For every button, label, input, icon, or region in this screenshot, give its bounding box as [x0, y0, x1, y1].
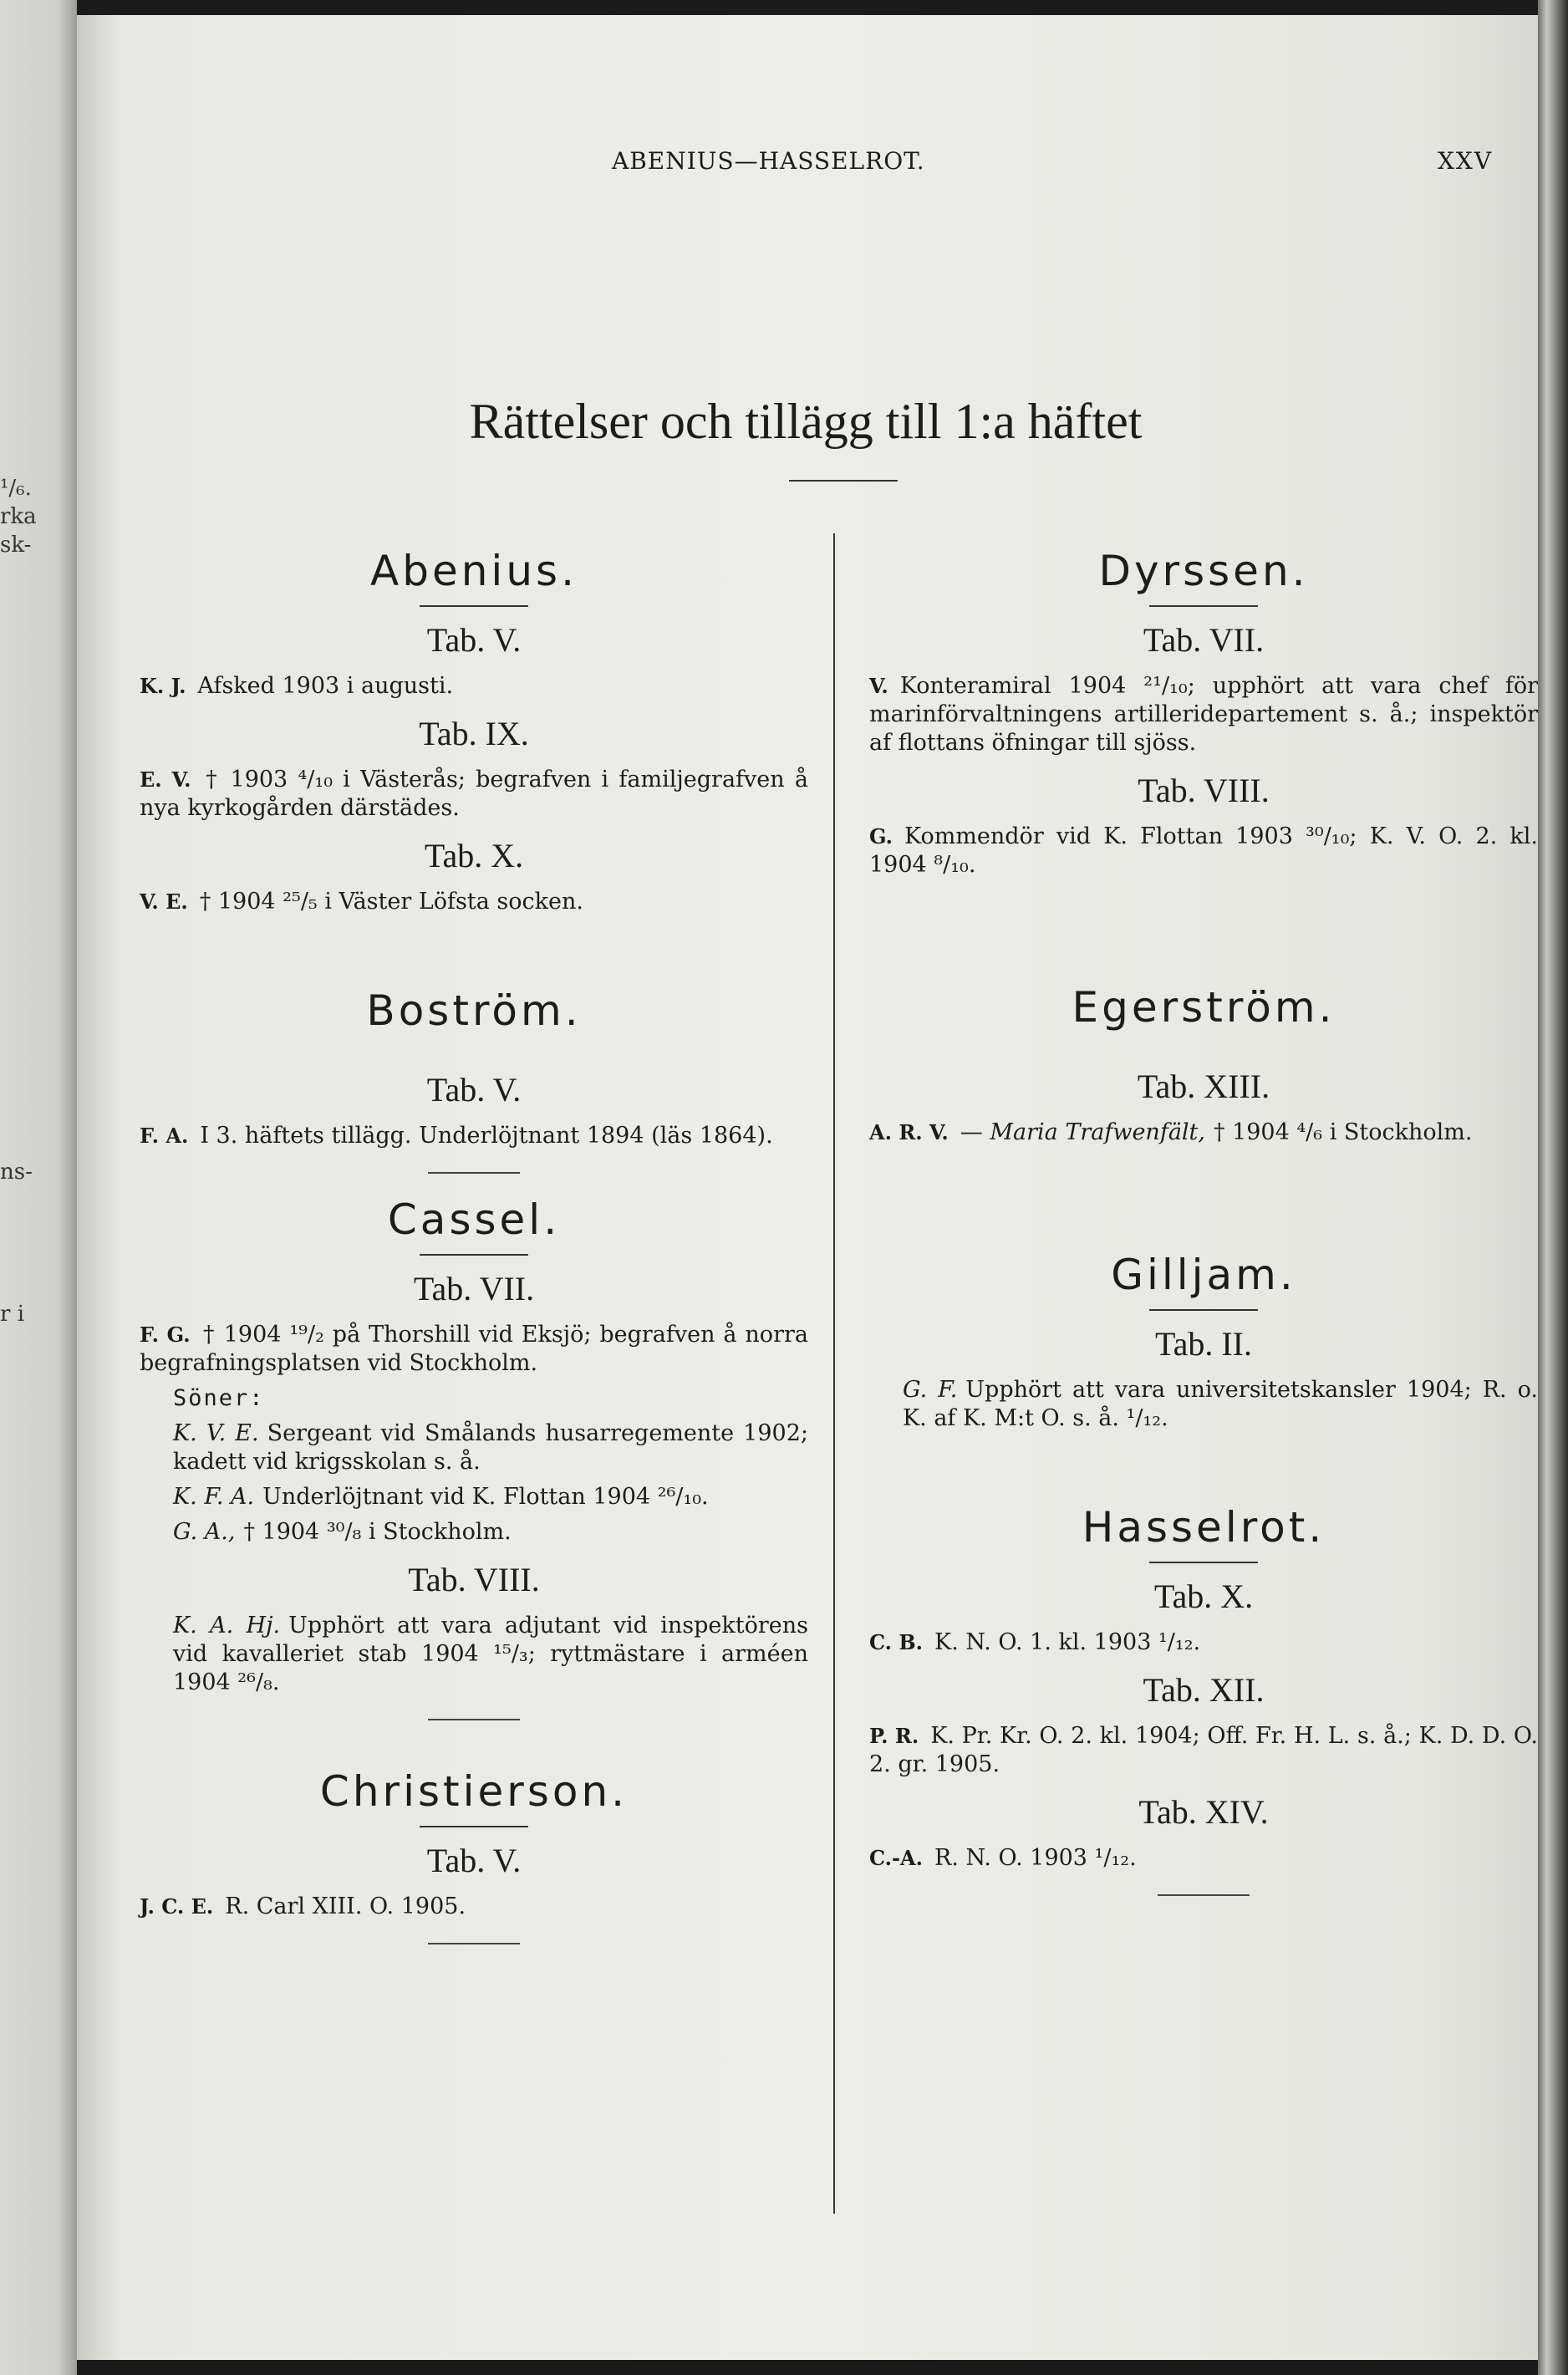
section-rule	[1158, 1894, 1250, 1896]
heading-rule	[420, 1254, 528, 1256]
running-title: ABENIUS—HASSELROT.	[612, 147, 925, 175]
family-heading: Boström .	[140, 981, 808, 1040]
entry-text: Kommendör vid K. Flottan 1903 ³⁰/₁₀; K. V. O. 2. kl. 1904 ⁸/₁₀.	[869, 823, 1538, 878]
entry-text: K. N. O. 1. kl. 1903 ¹/₁₂.	[934, 1629, 1201, 1655]
tab-heading: Tab. VIII.	[408, 1561, 540, 1598]
entry-text: † 1904 ⁴/₆ i Stockholm.	[1213, 1119, 1473, 1145]
entry-key: J. C. E.	[140, 1894, 214, 1919]
tab-heading: Tab. V.	[426, 1842, 522, 1879]
tab-heading: Tab. V.	[426, 621, 522, 659]
entry	[869, 1722, 1538, 1779]
previous-page-edge	[0, 0, 77, 2375]
entry	[140, 1893, 808, 1921]
entry-key: K. J.	[140, 674, 186, 698]
son-entry	[140, 1518, 808, 1547]
entry-key: C.-A.	[869, 1846, 923, 1870]
entry-name: Maria Trafwenfält,	[990, 1119, 1205, 1145]
right-column	[869, 525, 1538, 1904]
entry-text: Upphört att vara adjutant vid inspektörens vid kavalleriet stab 1904 ¹⁵/₃; ryttmästare i arméen 1904 ²⁶/₈.	[173, 1613, 808, 1695]
entry-text: Afsked 1903 i augusti.	[197, 673, 454, 699]
entry-key: F. G.	[140, 1323, 191, 1347]
entry	[140, 888, 808, 916]
title-rule	[789, 480, 898, 482]
left-column	[140, 525, 808, 1953]
entry-dash: —	[960, 1119, 983, 1145]
entry-key: E. V.	[140, 767, 191, 792]
entry-key: P. R.	[869, 1724, 919, 1748]
entry-text: † 1904 ²⁵/₅ i Väster Löfsta socken.	[199, 889, 583, 915]
tab-heading: Tab. XIII.	[1137, 1068, 1270, 1105]
heading-rule	[1149, 605, 1258, 607]
entry-key: C. B.	[869, 1630, 924, 1654]
entry-key: G. F.	[903, 1377, 958, 1403]
tab-heading: Tab. V.	[426, 1071, 522, 1109]
entry-text: Upphört att vara universitetskansler 1904; R. o. K. af K. M:t O. s. å. ¹/₁₂.	[903, 1377, 1538, 1431]
soner-label: Söner:	[173, 1385, 265, 1411]
son-key: G. A.,	[173, 1519, 236, 1545]
son-entry	[140, 1483, 808, 1511]
entry	[869, 1844, 1538, 1873]
family-heading: Christierson .	[140, 1762, 808, 1821]
entry	[140, 766, 808, 823]
family-heading: Gilljam .	[869, 1246, 1538, 1304]
entry	[869, 672, 1538, 757]
son-text: Sergeant vid Smålands husarregemente 1902; kadett vid krigsskolan s. å.	[173, 1420, 808, 1475]
tab-heading: Tab. X.	[1153, 1577, 1254, 1615]
entry-key: K. A. Hj.	[173, 1613, 281, 1639]
heading-rule	[1149, 1562, 1258, 1563]
margin-fragment: ¹/₆.	[0, 476, 32, 501]
book-page	[77, 15, 1538, 2360]
entry	[869, 823, 1538, 879]
entry-text: R. Carl XIII. O. 1905.	[225, 1893, 466, 1919]
tab-heading: Tab. II.	[1154, 1325, 1253, 1363]
entry-text: † 1903 ⁴/₁₀ i Västerås; begrafven i familjegrafven å nya kyrkogården därstädes.	[140, 767, 808, 821]
tab-heading: Tab. X.	[424, 837, 524, 874]
section-rule	[428, 1943, 520, 1944]
entry-key: V.	[869, 674, 888, 698]
tab-heading: Tab. VIII.	[1138, 772, 1270, 809]
margin-fragment: r i	[0, 1302, 25, 1327]
son-text: Underlöjtnant vid K. Flottan 1904 ²⁶/₁₀.	[262, 1484, 709, 1510]
heading-rule	[420, 605, 528, 607]
entry	[869, 1119, 1538, 1147]
family-heading: Egerström .	[869, 978, 1538, 1037]
family-heading: Hasselrot .	[869, 1498, 1538, 1557]
entry-text: † 1904 ¹⁹/₂ på Thorshill vid Eksjö; begrafven å norra begrafningsplatsen vid Stockholm.	[140, 1322, 808, 1376]
entry-text: I 3. häftets tillägg. Underlöjtnant 1894 (läs 1864).	[200, 1123, 773, 1149]
page-title: Rättelser och tillägg till 1:a häftet	[469, 394, 1143, 449]
heading-rule	[1149, 1309, 1258, 1311]
entry	[140, 672, 808, 701]
tab-heading: Tab. XII.	[1143, 1671, 1265, 1709]
book-edge	[1538, 0, 1568, 2375]
entry	[140, 1321, 808, 1378]
entry	[140, 1612, 808, 1697]
entry-key: G.	[869, 824, 893, 849]
tab-heading: Tab. IX.	[419, 715, 529, 752]
son-key: K. V. E.	[173, 1420, 259, 1446]
section-rule	[428, 1172, 520, 1174]
entry	[140, 1122, 808, 1150]
tab-heading: Tab. VII.	[1143, 621, 1265, 659]
family-heading: Cassel .	[140, 1190, 808, 1249]
entry	[869, 1628, 1538, 1657]
margin-fragment: ns-	[0, 1159, 33, 1185]
column-divider	[833, 533, 835, 2214]
entry-text: Konteramiral 1904 ²¹/₁₀; upphört att vara chef för marinförvaltningens artilleridepartement s. å.; inspektör af flottans öfningar till sjöss.	[869, 673, 1538, 756]
entry-key: A. R. V.	[869, 1120, 949, 1144]
entry-key: V. E.	[140, 889, 188, 914]
tab-heading: Tab. VII.	[413, 1270, 535, 1307]
son-key: K. F. A.	[173, 1484, 255, 1510]
entry	[869, 1376, 1538, 1433]
entry-text: K. Pr. Kr. O. 2. kl. 1904; Off. Fr. H. L. s. å.; K. D. D. O. 2. gr. 1905.	[869, 1723, 1538, 1777]
heading-rule	[420, 1826, 528, 1827]
family-heading: Abenius .	[140, 542, 808, 600]
margin-fragment: sk-	[0, 533, 32, 558]
entry-key: F. A.	[140, 1124, 189, 1148]
margin-fragment: rka	[0, 504, 37, 529]
son-text: † 1904 ³⁰/₈ i Stockholm.	[243, 1519, 512, 1545]
entry-text: R. N. O. 1903 ¹/₁₂.	[934, 1845, 1137, 1871]
family-heading: Dyrssen .	[869, 542, 1538, 600]
section-rule	[428, 1719, 520, 1720]
page-number: XXV	[1438, 147, 1494, 175]
son-entry	[140, 1419, 808, 1476]
tab-heading: Tab. XIV.	[1138, 1793, 1269, 1831]
